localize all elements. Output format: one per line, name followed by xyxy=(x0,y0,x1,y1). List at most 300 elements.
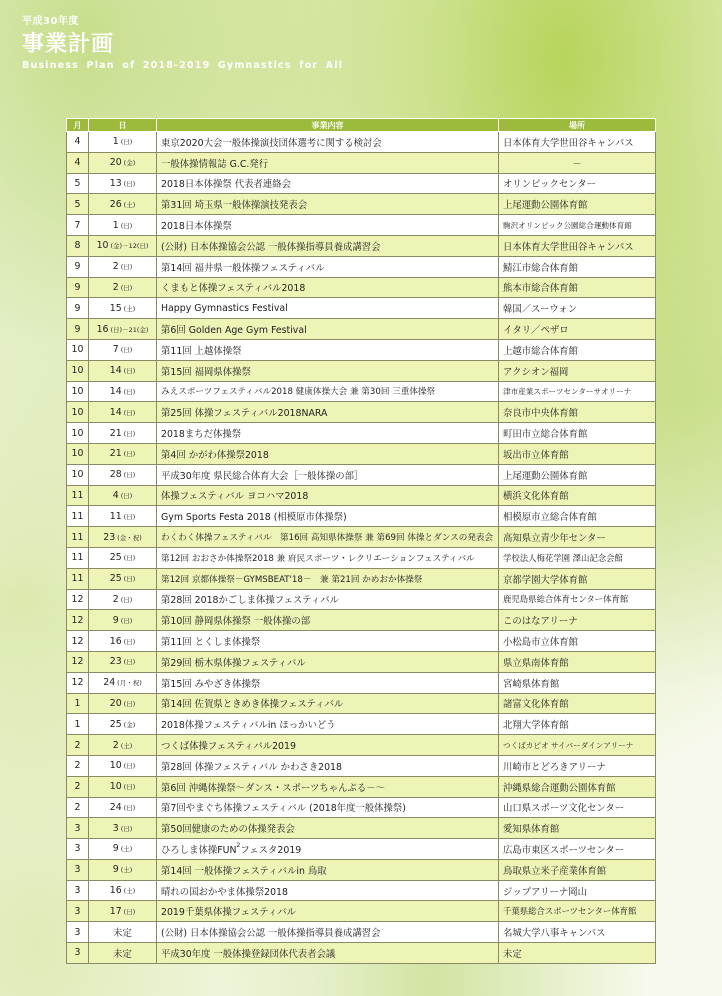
table-row xyxy=(67,735,656,756)
day-number: 2 xyxy=(112,281,119,293)
business-plan-table xyxy=(66,118,656,964)
event-cell xyxy=(157,693,499,714)
month-cell: 3 xyxy=(67,859,89,880)
event-name-tail: フェスタ2019 xyxy=(240,844,302,856)
event-name: 体操フェスティバル ヨコハマ2018 xyxy=(161,491,309,503)
day-number: 16 xyxy=(109,885,122,897)
day-cell xyxy=(89,132,157,153)
event-name: (公財) 日本体操協会公認 一般体操指導員養成講習会 xyxy=(161,928,381,940)
table-row xyxy=(67,776,656,797)
day-cell xyxy=(89,506,157,527)
event-name: (公財) 日本体操協会公認 一般体操指導員養成講習会 xyxy=(161,241,381,253)
weekday-label: (日) xyxy=(123,554,136,563)
day-number: 未定 xyxy=(113,948,132,960)
weekday-label: (金)－12(日) xyxy=(110,242,149,251)
venue-cell: 愛知県体育館 xyxy=(499,818,656,839)
table-row xyxy=(67,173,656,194)
weekday-label: (日) xyxy=(123,471,136,480)
event-superscript: 2 xyxy=(236,841,241,849)
venue-cell: アクシオン福岡 xyxy=(499,360,656,381)
day-number: 20 xyxy=(109,157,122,169)
table-row xyxy=(67,797,656,818)
venue-cell: 日本体育大学世田谷キャンパス xyxy=(499,235,656,256)
venue-cell: 町田市立総合体育館 xyxy=(499,423,656,444)
table-row xyxy=(67,568,656,589)
month-cell: 3 xyxy=(67,943,89,964)
event-name: くまもと体操フェスティバル2018 xyxy=(161,283,306,295)
table-row xyxy=(67,298,656,319)
event-name: 2019千葉県体操フェスティバル xyxy=(161,907,296,919)
month-cell: 12 xyxy=(67,651,89,672)
table-row xyxy=(67,464,656,485)
day-cell xyxy=(89,235,157,256)
month-cell: 2 xyxy=(67,755,89,776)
weekday-label: (日) xyxy=(120,263,133,272)
event-cell xyxy=(157,859,499,880)
weekday-label: (日) xyxy=(120,346,133,355)
month-cell: 3 xyxy=(67,880,89,901)
weekday-label: (日) xyxy=(123,762,136,771)
event-name: 第50回健康のための体操発表会 xyxy=(161,824,295,836)
day-cell xyxy=(89,943,157,964)
day-cell xyxy=(89,527,157,548)
event-name: 平成30年度 一般体操登録団体代表者会議 xyxy=(161,948,336,960)
venue-cell: 上尾運動公園体育館 xyxy=(499,464,656,485)
weekday-label: (日) xyxy=(123,575,136,584)
table-row xyxy=(67,880,656,901)
venue-cell: 上越市総合体育館 xyxy=(499,339,656,360)
venue-header: 場所 xyxy=(499,119,656,132)
event-name: 第12回 おおさか体操祭2018 兼 府民スポーツ・レクリエーションフェスティバル xyxy=(161,553,475,564)
day-number: 25 xyxy=(109,573,122,585)
weekday-label: (日) xyxy=(120,138,133,147)
event-name: わくわく体操フェスティバル 第16回 高知県体操祭 兼 第69回 体操とダンスの発表会 xyxy=(161,533,494,544)
venue-cell: 小松島市立体育館 xyxy=(499,631,656,652)
day-cell xyxy=(89,485,157,506)
day-cell xyxy=(89,693,157,714)
month-cell: 10 xyxy=(67,339,89,360)
day-number: 1 xyxy=(112,136,119,148)
event-cell xyxy=(157,922,499,943)
day-number: 28 xyxy=(109,469,122,481)
day-number: 23 xyxy=(103,531,116,543)
month-cell: 8 xyxy=(67,235,89,256)
venue-cell: 坂出市立体育館 xyxy=(499,443,656,464)
venue-cell: 横浜文化体育館 xyxy=(499,485,656,506)
event-cell xyxy=(157,901,499,922)
day-number: 4 xyxy=(112,489,119,501)
weekday-label: (日) xyxy=(123,429,136,438)
venue-cell: つくばカピオ サイバーダインアリーナ xyxy=(499,735,656,756)
day-cell xyxy=(89,381,157,402)
weekday-label: (日) xyxy=(123,367,136,376)
table-row xyxy=(67,631,656,652)
table-row xyxy=(67,132,656,153)
weekday-label: (金) xyxy=(123,159,136,168)
month-cell: 1 xyxy=(67,714,89,735)
venue-cell: ジップアリーナ岡山 xyxy=(499,880,656,901)
event-name: 2018まちだ体操祭 xyxy=(161,429,242,441)
venue-cell: 上尾運動公園体育館 xyxy=(499,194,656,215)
event-name: Happy Gymnastics Festival xyxy=(161,302,288,314)
event-cell xyxy=(157,402,499,423)
table-row xyxy=(67,859,656,880)
month-header: 月 xyxy=(67,119,89,132)
month-cell: 3 xyxy=(67,901,89,922)
event-name: 第4回 かがわ体操祭2018 xyxy=(161,449,269,461)
day-cell xyxy=(89,859,157,880)
month-cell: 7 xyxy=(67,215,89,236)
month-cell: 12 xyxy=(67,589,89,610)
weekday-label: (日) xyxy=(120,283,133,292)
venue-cell: 学校法人梅花学園 澤山記念会館 xyxy=(499,547,656,568)
event-cell xyxy=(157,506,499,527)
venue-cell: 駒沢オリンピック公園総合運動体育館 xyxy=(499,215,656,236)
event-name: 第11回 上越体操祭 xyxy=(161,345,242,357)
table-row xyxy=(67,818,656,839)
month-cell: 9 xyxy=(67,319,89,340)
month-cell: 5 xyxy=(67,194,89,215)
event-cell xyxy=(157,527,499,548)
month-cell: 9 xyxy=(67,277,89,298)
event-cell xyxy=(157,256,499,277)
weekday-label: (日) xyxy=(120,595,133,604)
venue-cell: 諸富文化体育館 xyxy=(499,693,656,714)
day-cell xyxy=(89,152,157,173)
event-name: 第29回 栃木県体操フェスティバル xyxy=(161,657,306,669)
month-cell: 10 xyxy=(67,443,89,464)
day-number: 1 xyxy=(112,219,119,231)
event-cell xyxy=(157,839,499,860)
event-cell xyxy=(157,735,499,756)
venue-cell: 県立県南体育館 xyxy=(499,651,656,672)
weekday-label: (日) xyxy=(123,637,136,646)
table-row xyxy=(67,651,656,672)
table-row xyxy=(67,215,656,236)
month-cell: 11 xyxy=(67,506,89,527)
day-number: 2 xyxy=(112,739,119,751)
day-cell xyxy=(89,215,157,236)
day-cell xyxy=(89,922,157,943)
month-cell: 2 xyxy=(67,735,89,756)
day-cell xyxy=(89,298,157,319)
day-number: 10 xyxy=(109,781,122,793)
weekday-label: (月・祝) xyxy=(117,679,142,688)
weekday-label: (日) xyxy=(120,221,133,230)
event-header: 事業内容 xyxy=(157,119,499,132)
day-number: 26 xyxy=(109,198,122,210)
weekday-label: (日) xyxy=(120,616,133,625)
table-row xyxy=(67,547,656,568)
month-cell: 10 xyxy=(67,464,89,485)
event-cell xyxy=(157,360,499,381)
event-cell xyxy=(157,132,499,153)
event-cell xyxy=(157,880,499,901)
day-number: 16 xyxy=(109,635,122,647)
month-cell: 12 xyxy=(67,672,89,693)
month-cell: 9 xyxy=(67,298,89,319)
event-cell xyxy=(157,755,499,776)
event-cell xyxy=(157,631,499,652)
weekday-label: (日) xyxy=(123,699,136,708)
event-cell xyxy=(157,319,499,340)
day-number: 21 xyxy=(109,448,122,460)
event-name: Gym Sports Festa 2018 (相模原市体操祭) xyxy=(161,512,347,524)
event-cell xyxy=(157,818,499,839)
day-cell xyxy=(89,651,157,672)
table-row xyxy=(67,256,656,277)
venue-cell: 宮崎県体育館 xyxy=(499,672,656,693)
month-cell: 1 xyxy=(67,693,89,714)
event-cell xyxy=(157,173,499,194)
day-cell xyxy=(89,277,157,298)
weekday-label: (土) xyxy=(120,866,133,875)
venue-cell: 高知県立青少年センター xyxy=(499,527,656,548)
event-name: 第6回 沖縄体操祭～ダンス・スポーツちゃんぷる－～ xyxy=(161,782,386,794)
weekday-label: (土) xyxy=(123,200,136,209)
weekday-label: (日) xyxy=(123,450,136,459)
month-cell: 3 xyxy=(67,922,89,943)
weekday-label: (日) xyxy=(123,907,136,916)
table-row xyxy=(67,235,656,256)
weekday-label: (日) xyxy=(123,783,136,792)
weekday-label: (金・祝) xyxy=(117,533,142,542)
month-cell: 2 xyxy=(67,797,89,818)
weekday-label: (日) xyxy=(123,658,136,667)
event-cell xyxy=(157,651,499,672)
venue-cell: 山口県スポーツ文化センター xyxy=(499,797,656,818)
day-cell xyxy=(89,360,157,381)
venue-cell: 千葉県総合スポーツセンター体育館 xyxy=(499,901,656,922)
day-cell xyxy=(89,631,157,652)
month-cell: 2 xyxy=(67,776,89,797)
table-row xyxy=(67,693,656,714)
event-cell xyxy=(157,797,499,818)
day-number: 15 xyxy=(109,302,122,314)
day-number: 9 xyxy=(112,864,119,876)
weekday-label: (日) xyxy=(120,824,133,833)
event-name: みえスポーツフェスティバル2018 健康体操大会 兼 第30回 三重体操祭 xyxy=(161,387,436,398)
event-name: 第6回 Golden Age Gym Festival xyxy=(161,325,307,337)
table-row xyxy=(67,402,656,423)
event-name: 第15回 みやざき体操祭 xyxy=(161,678,261,690)
table-row xyxy=(67,506,656,527)
day-number: 2 xyxy=(112,261,119,273)
event-name: つくば体操フェスティバル2019 xyxy=(161,741,296,752)
weekday-label: (金) xyxy=(123,720,136,729)
day-cell xyxy=(89,319,157,340)
table-row xyxy=(67,839,656,860)
weekday-label: (日)－21(金) xyxy=(110,325,149,334)
day-cell xyxy=(89,755,157,776)
day-cell xyxy=(89,423,157,444)
event-name: 2018日本体操祭 代表者連絡会 xyxy=(161,179,291,191)
day-cell xyxy=(89,839,157,860)
event-cell xyxy=(157,194,499,215)
table-header-row xyxy=(67,119,656,132)
page-title: 事業計画 xyxy=(22,32,115,57)
event-cell xyxy=(157,152,499,173)
event-cell xyxy=(157,381,499,402)
weekday-label: (日) xyxy=(123,179,136,188)
venue-cell: イタリ／ペザロ xyxy=(499,319,656,340)
day-number: 16 xyxy=(96,323,109,335)
day-cell xyxy=(89,194,157,215)
event-cell xyxy=(157,339,499,360)
table-row xyxy=(67,755,656,776)
day-number: 7 xyxy=(112,344,119,356)
page-header xyxy=(22,12,343,71)
day-number: 23 xyxy=(109,656,122,668)
english-title: Business Plan of 2018-2019 Gymnastics for All xyxy=(22,60,344,71)
day-header: 日 xyxy=(89,119,157,132)
table-row xyxy=(67,443,656,464)
event-name: 第25回 体操フェスティバル2018NARA xyxy=(161,408,328,420)
weekday-label: (土) xyxy=(120,845,133,854)
venue-cell: － xyxy=(499,152,656,173)
weekday-label: (土) xyxy=(123,304,136,313)
venue-cell: 名城大学八事キャンパス xyxy=(499,922,656,943)
table-row xyxy=(67,381,656,402)
event-name: 第10回 静岡県体操祭 一般体操の部 xyxy=(161,616,311,628)
month-cell: 11 xyxy=(67,527,89,548)
day-number: 17 xyxy=(109,905,122,917)
venue-cell: 未定 xyxy=(499,943,656,964)
event-name: 第14回 佐賀県ときめき体操フェスティバル xyxy=(161,699,344,711)
table-body xyxy=(67,132,656,964)
day-cell xyxy=(89,443,157,464)
day-number: 25 xyxy=(109,718,122,730)
day-number: 14 xyxy=(109,365,122,377)
event-name: 平成30年度 県民総合体育大会［一般体操の部］ xyxy=(161,470,364,482)
event-cell xyxy=(157,589,499,610)
month-cell: 4 xyxy=(67,152,89,173)
day-number: 21 xyxy=(109,427,122,439)
day-number: 24 xyxy=(103,677,116,689)
day-cell xyxy=(89,797,157,818)
table-row xyxy=(67,610,656,631)
day-cell xyxy=(89,880,157,901)
day-cell xyxy=(89,402,157,423)
day-number: 3 xyxy=(112,822,119,834)
weekday-label: (日) xyxy=(123,512,136,521)
table-row xyxy=(67,901,656,922)
event-name: 第15回 福岡県体操祭 xyxy=(161,366,251,378)
weekday-label: (日) xyxy=(123,387,136,396)
table-row xyxy=(67,922,656,943)
weekday-label: (日) xyxy=(123,803,136,812)
event-cell xyxy=(157,943,499,964)
venue-cell: 鯖江市総合体育館 xyxy=(499,256,656,277)
event-cell xyxy=(157,568,499,589)
day-cell xyxy=(89,568,157,589)
event-cell xyxy=(157,277,499,298)
event-cell xyxy=(157,776,499,797)
venue-cell: 熊本市総合体育館 xyxy=(499,277,656,298)
day-number: 24 xyxy=(109,801,122,813)
day-number: 9 xyxy=(112,843,119,855)
month-cell: 5 xyxy=(67,173,89,194)
day-number: 10 xyxy=(96,240,109,252)
event-name: ひろしま体操FUN xyxy=(161,844,237,856)
event-name: 第14回 一般体操フェスティバルin 鳥取 xyxy=(161,865,327,877)
event-name: 第28回 体操フェスティバル かわさき2018 xyxy=(161,761,342,773)
day-number: 20 xyxy=(109,697,122,709)
day-number: 13 xyxy=(109,177,122,189)
month-cell: 10 xyxy=(67,402,89,423)
day-cell xyxy=(89,735,157,756)
month-cell: 12 xyxy=(67,631,89,652)
day-cell xyxy=(89,776,157,797)
event-cell xyxy=(157,485,499,506)
table-row xyxy=(67,194,656,215)
day-number: 9 xyxy=(112,614,119,626)
table-row xyxy=(67,589,656,610)
day-cell xyxy=(89,610,157,631)
table-row xyxy=(67,527,656,548)
table-row xyxy=(67,339,656,360)
day-number: 25 xyxy=(109,552,122,564)
event-name: 第11回 とくしま体操祭 xyxy=(161,637,261,649)
month-cell: 10 xyxy=(67,360,89,381)
day-cell xyxy=(89,589,157,610)
weekday-label: (土) xyxy=(120,741,133,750)
event-cell xyxy=(157,672,499,693)
table-row xyxy=(67,277,656,298)
day-cell xyxy=(89,256,157,277)
table-row xyxy=(67,672,656,693)
event-cell xyxy=(157,443,499,464)
month-cell: 4 xyxy=(67,132,89,153)
venue-cell: 北翔大学体育館 xyxy=(499,714,656,735)
day-cell xyxy=(89,464,157,485)
day-number: 14 xyxy=(109,385,122,397)
day-number: 10 xyxy=(109,760,122,772)
table-row xyxy=(67,360,656,381)
day-cell xyxy=(89,672,157,693)
event-name: 東京2020大会一般体操演技団体選考に関する検討会 xyxy=(161,137,382,149)
weekday-label: (土) xyxy=(123,887,136,896)
venue-cell: 鳥取県立米子産業体育館 xyxy=(499,859,656,880)
venue-cell: オリンピックセンター xyxy=(499,173,656,194)
month-cell: 12 xyxy=(67,610,89,631)
venue-cell: 津市産業スポーツセンターサオリーナ xyxy=(499,381,656,402)
event-name: 2018日本体操祭 xyxy=(161,221,232,233)
month-cell: 3 xyxy=(67,818,89,839)
table-row xyxy=(67,485,656,506)
event-cell xyxy=(157,610,499,631)
event-name: 2018体操フェスティバルin ほっかいどう xyxy=(161,720,336,732)
month-cell: 11 xyxy=(67,547,89,568)
event-name: 晴れの国おかやま体操祭2018 xyxy=(161,886,288,898)
event-name: 第7回やまぐち体操フェスティバル (2018年度一般体操祭) xyxy=(161,803,406,815)
day-cell xyxy=(89,173,157,194)
day-number: 未定 xyxy=(113,928,132,940)
weekday-label: (日) xyxy=(123,408,136,417)
day-number: 2 xyxy=(112,593,119,605)
table-row xyxy=(67,714,656,735)
event-name: 第12回 京都体操祭－GYMSBEAT'18－ 兼 第21回 かめおか体操祭 xyxy=(161,574,423,585)
day-cell xyxy=(89,714,157,735)
month-cell: 10 xyxy=(67,381,89,402)
weekday-label: (日) xyxy=(120,491,133,500)
month-cell: 11 xyxy=(67,568,89,589)
day-cell xyxy=(89,818,157,839)
venue-cell: 韓国／スーウォン xyxy=(499,298,656,319)
day-number: 14 xyxy=(109,406,122,418)
venue-cell: 沖縄県総合運動公園体育館 xyxy=(499,776,656,797)
day-cell xyxy=(89,901,157,922)
